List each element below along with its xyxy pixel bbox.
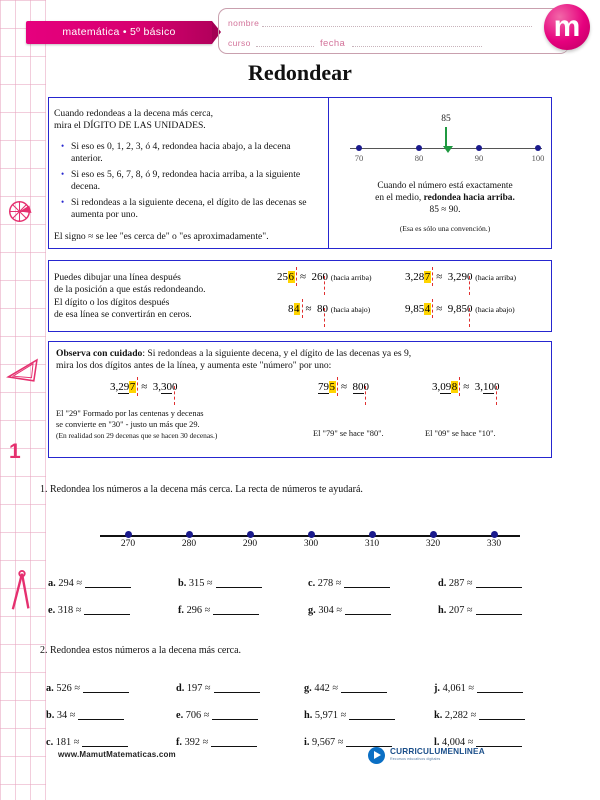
box3-note1-line1: El "29" Formado por las centenas y decenas [56,409,204,418]
exercise-2-item-a [46,683,129,694]
approx-symbol: ≈ [336,605,342,616]
list-item: • Si eso es 5, 6, 7, 8, ó 9, redondea hacia arriba, a la siguiente decena. [60,169,318,193]
numberline-dot [356,145,362,151]
approx-symbol: ≈ [467,737,474,748]
box3-note1-line3: (En realidad son 29 decenas que se hacen 30 decenas.) [56,431,218,440]
example-highlight-digit: 4 [424,303,431,315]
example-prefix: 8 [288,303,294,315]
approx-symbol: ≈ [202,737,209,748]
numberline-dot [247,531,254,538]
example-result-prefix: 8 [317,303,323,315]
answer-blank[interactable] [349,719,395,720]
item-value: 526 [56,683,72,694]
item-value: 5,971 [314,710,339,721]
item-value: 318 [57,605,74,616]
approx-symbol: ≈ [138,381,151,393]
exercise-2-item-b [46,710,124,721]
approx-symbol: ≈ [204,683,211,694]
exercise-1-item-a [48,578,131,589]
example-result-prefix: 26 [311,271,323,283]
box1-intro-line1: Cuando redondeas a la decena más cerca, [54,108,214,119]
example-highlight-digit: 7 [424,271,431,283]
play-arrow-icon [368,747,385,764]
answer-blank[interactable] [83,692,129,693]
example-prefix: 3, [432,381,441,393]
numberline-tick-label: 70 [354,153,364,163]
list-item: • Si redondeas a la siguiente decena, el dígito de las decenas se aumenta por uno. [60,197,318,221]
answer-blank[interactable] [476,614,522,615]
approx-symbol: ≈ [297,271,309,283]
item-letter: d. [176,683,185,694]
course-field-line[interactable] [256,46,314,47]
example-highlight-digit: 5 [329,381,335,393]
numberline-tick-label: 290 [242,539,258,549]
numberline-tick-label: 300 [303,539,319,549]
item-letter: g. [304,683,312,694]
answer-blank[interactable] [216,587,262,588]
item-value: 278 [317,578,334,589]
example-result-underlined: 80 [352,381,364,393]
example-prefix: 9,85 [405,303,425,315]
compass-decoration-icon [8,570,36,612]
example-result-underlined: 30 [161,381,173,393]
approx-symbol: ≈ [433,271,446,283]
box3-note-3: El "09" se hace "10". [425,429,496,438]
item-value: 181 [55,737,72,748]
box1-right-line1: Cuando el número está exactamente [377,181,513,191]
date-field-line[interactable] [352,46,482,47]
box1-intro [54,108,314,133]
box3-example [318,381,369,393]
example-result-underlined: 10 [483,381,495,393]
box1-sign-note: El signo ≈ se lee "es cerca de" o "es aproximadamente". [54,231,269,242]
example-highlight-digit: 8 [451,381,458,393]
exercise-2-item-d [176,683,260,694]
item-letter: b. [46,710,55,721]
student-info-box [218,8,569,54]
numberline-dot [308,531,315,538]
example-result-zeros: 0 [467,303,473,315]
exercise-2-item-c [46,737,128,748]
approx-symbol: ≈ [203,710,210,721]
example-highlight-digit: 6 [288,271,294,283]
approx-symbol: ≈ [335,578,342,589]
exercise-1-item-e [48,605,130,616]
box3-example [432,381,500,393]
numberline-dot [491,531,498,538]
item-letter: c. [308,578,316,589]
example-underlined-pair: 09 [440,381,452,393]
approx-symbol: ≈ [337,737,344,748]
approx-symbol: ≈ [76,578,82,589]
numberline-dot [125,531,132,538]
example-prefix: 3,28 [405,271,425,283]
box2-text [54,272,269,322]
date-field-label: fecha [320,38,346,49]
item-value: 2,282 [444,710,469,721]
item-letter: h. [304,710,313,721]
example-prefix: 3, [110,381,119,393]
numberline-dot [369,531,376,538]
approx-symbol: ≈ [470,710,477,721]
triangle-ruler-decoration-icon [6,355,40,385]
item-value: 197 [186,683,203,694]
approx-symbol: ≈ [466,605,473,616]
mamut-logo-letter: m [553,10,581,43]
exercise-2-item-k [434,710,525,721]
example-result-zeros: 0 [363,381,370,393]
numberline-tick-label: 270 [120,539,136,549]
answer-blank[interactable] [211,746,257,747]
box1-right-line3: 85 ≈ 90. [429,205,461,216]
item-value: 392 [184,737,201,748]
partner-name: CURRICULUMENLINEA [390,747,485,756]
answer-blank[interactable] [212,719,258,720]
exercise-2-item-j [434,683,523,694]
approx-symbol: ≈ [468,683,474,694]
curriculum-en-linea-logo [368,746,496,766]
answer-blank[interactable] [82,746,128,747]
box1-right-line2 [334,192,556,204]
example-note: (hacia abajo) [475,305,515,314]
pie-chart-decoration-icon [6,195,36,225]
example-underlined-pair: 29 [118,381,130,393]
box1-right-line2-plain: en el medio, [375,193,424,204]
example-result-zeros: 0 [494,381,500,393]
item-value: 304 [318,605,334,616]
exercise-2-item-h [304,710,395,721]
box1-right-line2-bold: redondea hacia arriba. [423,193,515,204]
exercise-1-prompt: 1. Redondea los números a la decena más cerca. La recta de números te ayudará. [40,484,363,495]
item-letter: a. [48,578,56,589]
subject-banner-label: matemática • 5º básico [62,26,176,38]
answer-blank[interactable] [214,692,260,693]
approx-symbol: ≈ [204,605,211,616]
example-result-prefix: 3, [152,381,162,393]
item-letter: b. [178,578,187,589]
page-number: 1 [9,440,21,463]
box3-lead-line1 [56,348,546,360]
box2-example [405,271,516,283]
numberline-marker-value: 85 [441,114,451,124]
exercise-2-item-g [304,683,387,694]
box3-note1-line2: se convierte en "30" - justo un más que 29. [56,420,200,429]
exercise-2-item-f [176,737,257,748]
exercise-2-item-e [176,710,258,721]
numberline-dot [535,145,541,151]
item-value: 315 [188,578,205,589]
numberline-85 [342,114,547,166]
box3-lead-bold: Observa con cuidado [56,348,143,359]
numberline-tick-label: 310 [364,539,380,549]
example-prefix: 25 [277,271,288,283]
approx-symbol: ≈ [460,381,473,393]
box2-line3: El dígito o los dígitos después [54,296,170,308]
item-value: 4,004 [442,737,466,748]
box1-right-explanation [334,180,556,217]
item-value: 706 [185,710,202,721]
box3-lead-rest: : Si redondeas a la siguiente decena, y el dígito de las decenas ya es 9, [142,348,412,359]
box3-note-1 [56,408,306,441]
exercise-1-item-d [438,578,522,589]
item-value: 34 [56,710,68,721]
example-result-prefix: 3,29 [447,271,468,283]
approx-symbol: ≈ [74,683,80,694]
approx-symbol: ≈ [433,303,446,315]
numberline-dot [476,145,482,151]
name-field-line[interactable] [262,26,532,27]
exercise-1-item-b [178,578,262,589]
item-letter: k. [434,710,443,721]
numberline-tick-label: 320 [425,539,441,549]
answer-blank[interactable] [476,587,522,588]
page-title: Redondear [248,60,352,85]
item-letter: e. [48,605,56,616]
numberline-dot [430,531,437,538]
numberline-270-330 [100,527,520,557]
box3-example [110,381,178,393]
box2-example [288,303,370,315]
name-field-label: nombre [228,18,260,28]
numberline-tick-label: 90 [474,153,484,163]
exercise-1-item-h [438,605,522,616]
info-box-divider [328,97,329,249]
item-value: 207 [448,605,465,616]
numberline-dot [186,531,193,538]
example-highlight-digit: 4 [294,303,300,315]
item-letter: h. [438,605,447,616]
example-note: (hacia arriba) [330,273,372,282]
box1-right-convention-note: (Esa es sólo una convención.) [399,224,491,233]
box2-example [277,271,371,283]
box1-intro-line2: mira el DÍGITO DE LAS UNIDADES. [54,120,206,132]
item-letter: c. [46,737,54,748]
example-result-zeros: 0 [467,271,473,283]
approx-symbol: ≈ [338,381,350,393]
answer-blank[interactable] [477,692,523,693]
example-note: (hacia arriba) [475,273,516,282]
exercise-2-prompt: 2. Redondea estos números a la decena más cerca. [40,645,242,656]
example-note: (hacia abajo) [330,305,371,314]
box3-note-2: El "79" se hace "80". [313,429,384,438]
item-letter: i. [304,737,310,748]
partner-subtitle: Recursos educativos digitales [390,757,441,761]
course-field-label: curso [228,38,251,48]
footer-website-url[interactable]: www.MamutMatematicas.com [58,750,176,759]
example-result-prefix: 3, [474,381,484,393]
item-letter: a. [46,683,54,694]
example-result-zeros: 0 [322,303,329,315]
item-value: 287 [448,578,465,589]
approx-symbol: ≈ [75,605,82,616]
example-highlight-digit: 7 [129,381,136,393]
approx-symbol: ≈ [73,737,80,748]
box1-bullet-list [60,141,318,225]
numberline-tick-label: 80 [414,153,424,163]
item-letter: f. [176,737,183,748]
item-letter: l. [434,737,440,748]
item-value: 296 [186,605,203,616]
numberline-tick-label: 100 [531,153,545,163]
list-item: • Si eso es 0, 1, 2, 3, ó 4, redondea hacia abajo, a la decena anterior. [60,141,318,165]
margin-grid-decoration [0,0,46,800]
answer-blank[interactable] [85,587,131,588]
box2-example [405,303,515,315]
numberline-arrow-icon [445,127,447,147]
answer-blank[interactable] [341,692,387,693]
item-value: 442 [314,683,330,694]
item-value: 4,061 [442,683,466,694]
numberline-tick-label: 280 [181,539,197,549]
exercise-1-item-c [308,578,390,589]
answer-blank[interactable] [78,719,124,720]
answer-blank[interactable] [479,719,525,720]
approx-symbol: ≈ [206,578,213,589]
mamut-logo [544,4,590,50]
answer-blank[interactable] [84,614,130,615]
box2-line1: Puedes dibujar una línea después [54,272,181,283]
box3-lead [56,348,546,373]
approx-symbol: ≈ [340,710,347,721]
subject-banner [26,21,212,44]
approx-symbol: ≈ [69,710,76,721]
box3-lead-line2: mira los dos dígitos antes de la línea, y aumenta este "número" por uno: [56,360,332,372]
approx-symbol: ≈ [302,303,315,315]
answer-blank[interactable] [213,614,259,615]
numberline-dot [416,145,422,151]
item-value: 9,567 [312,737,336,748]
example-result-zeros: 0 [322,271,329,283]
item-value: 294 [58,578,74,589]
item-letter: f. [178,605,185,616]
approx-symbol: ≈ [466,578,473,589]
box2-line4: de esa línea se convertirán en ceros. [54,309,192,321]
exercise-1-item-f [178,605,259,616]
example-underlined-pair: 79 [318,381,329,393]
item-letter: e. [176,710,184,721]
item-letter: g. [308,605,316,616]
numberline-tick-label: 330 [486,539,502,549]
answer-blank[interactable] [344,587,390,588]
approx-symbol: ≈ [332,683,338,694]
answer-blank[interactable] [345,614,391,615]
item-letter: d. [438,578,447,589]
box2-line2: de la posición a que estás redondeando. [54,284,206,296]
item-letter: j. [434,683,441,694]
example-result-prefix: 9,85 [447,303,468,315]
example-result-zeros: 0 [172,381,178,393]
exercise-1-item-g [308,605,391,616]
